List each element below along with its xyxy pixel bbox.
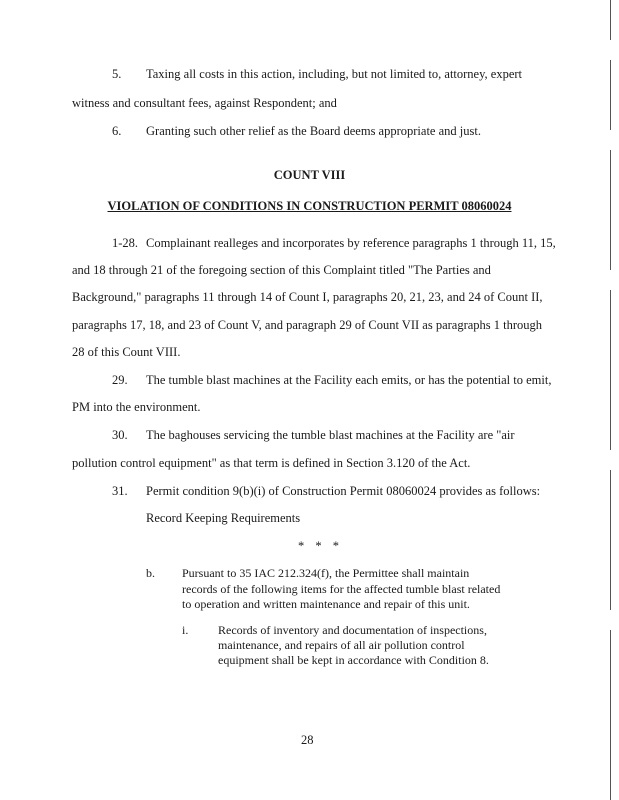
item-6-line-1: Granting such other relief as the Board deems appropriate and just.: [146, 124, 481, 138]
para-29-line-2: PM into the environment.: [72, 400, 201, 414]
violation-heading: VIOLATION OF CONDITIONS IN CONSTRUCTION PERMIT 08060024: [107, 199, 512, 213]
para-1-28-line-4: paragraphs 17, 18, and 23 of Count V, and paragraph 29 of Count VII as paragraphs 1 through: [72, 318, 543, 332]
quote-i-label: i.: [182, 623, 189, 637]
para-31-line-1: Permit condition 9(b)(i) of Construction Permit 08060024 provides as follows:: [146, 484, 541, 498]
item-6-number: 6.: [112, 124, 122, 138]
para-30-line-1: The baghouses servicing the tumble blast machines at the Facility are "air: [146, 428, 515, 442]
para-1-28-line-2: and 18 through 21 of the foregoing section of this Complaint titled "The Parties and: [72, 263, 491, 277]
ellipsis-stars: * * *: [298, 539, 343, 553]
quote-b-line-1: Pursuant to 35 IAC 212.324(f), the Permittee shall maintain: [182, 566, 470, 580]
para-30-number: 30.: [112, 428, 128, 442]
para-30-line-2: pollution control equipment" as that term is defined in Section 3.120 of the Act.: [72, 456, 471, 470]
scan-edge-marks: [609, 0, 612, 800]
quote-i-line-2: maintenance, and repairs of all air pollution control: [218, 638, 465, 652]
item-5-line-1: Taxing all costs in this action, including, but not limited to, attorney, expert: [146, 67, 523, 81]
record-keeping-heading: Record Keeping Requirements: [146, 511, 301, 525]
item-5-line-2: witness and consultant fees, against Respondent; and: [72, 96, 337, 110]
para-1-28-line-5: 28 of this Count VIII.: [72, 345, 181, 359]
quote-i-line-3: equipment shall be kept in accordance with Condition 8.: [218, 653, 489, 667]
quote-i-line-1: Records of inventory and documentation of inspections,: [218, 623, 487, 637]
para-29-number: 29.: [112, 373, 128, 387]
item-5-number: 5.: [112, 67, 122, 81]
page-number: 28: [301, 733, 314, 747]
quote-b-line-3: to operation and written maintenance and repair of this unit.: [182, 597, 470, 611]
para-1-28-number: 1-28.: [112, 236, 139, 250]
para-29-line-1: The tumble blast machines at the Facility each emits, or has the potential to emit,: [146, 373, 552, 387]
count-heading: COUNT VIII: [273, 168, 346, 182]
quote-b-line-2: records of the following items for the affected tumble blast related: [182, 582, 501, 596]
para-1-28-line-1: Complainant realleges and incorporates by reference paragraphs 1 through 11, 15,: [146, 236, 556, 250]
para-31-number: 31.: [112, 484, 128, 498]
para-1-28-line-3: Background," paragraphs 11 through 14 of Count I, paragraphs 20, 21, 23, and 24 of Count II,: [72, 290, 543, 304]
quote-b-label: b.: [146, 566, 155, 580]
